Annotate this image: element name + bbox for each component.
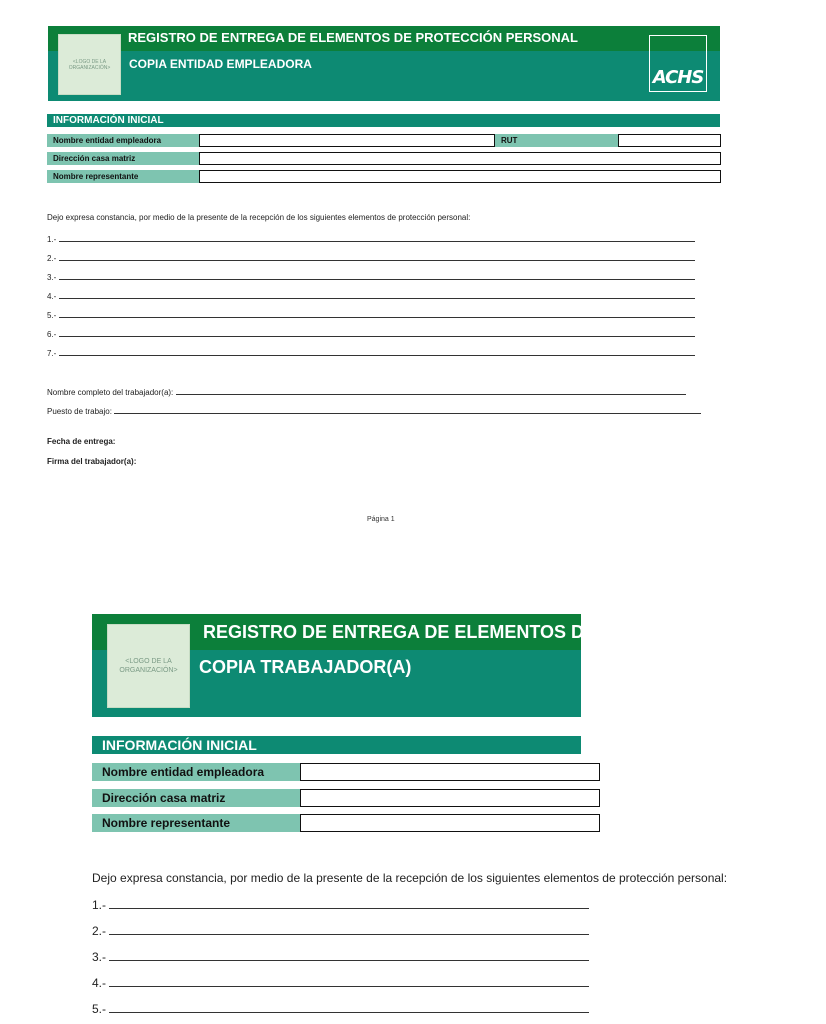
item-blank[interactable] <box>59 310 695 318</box>
entidad-field[interactable] <box>199 134 495 147</box>
item-number: 1.- <box>92 898 107 912</box>
item-blank[interactable] <box>59 234 695 242</box>
achs-logo <box>649 35 707 92</box>
item-number: 4.- <box>92 976 107 990</box>
job-line <box>47 406 701 416</box>
rut-field[interactable] <box>618 134 721 147</box>
item-blank[interactable] <box>109 976 589 987</box>
item-blank[interactable] <box>109 950 589 961</box>
item-number: 2.- <box>92 924 107 938</box>
statement-text: Dejo expresa constancia, por medio de la presente de la recepción de los siguientes elementos de protección personal: <box>92 871 728 885</box>
item-blank[interactable] <box>109 898 589 909</box>
item-line <box>92 898 589 912</box>
direccion-field[interactable] <box>300 789 600 807</box>
item-blank[interactable] <box>59 253 695 261</box>
achs-logo-text: ACHS <box>652 67 704 88</box>
form-title: REGISTRO DE ENTREGA DE ELEMENTOS DE PROTECCIÓN PERSONAL <box>128 30 578 45</box>
item-line <box>47 253 695 263</box>
entidad-field[interactable] <box>300 763 600 781</box>
item-number: 5.- <box>47 311 57 320</box>
form-subtitle: COPIA ENTIDAD EMPLEADORA <box>129 57 312 71</box>
label-entidad: Nombre entidad empleadora <box>92 763 300 781</box>
form-title: REGISTRO DE ENTREGA DE ELEMENTOS DE PROTECCIÓN PERSONAL <box>203 622 826 642</box>
section-title: INFORMACIÓN INICIAL <box>47 114 720 127</box>
item-number: 3.- <box>92 950 107 964</box>
item-line <box>47 329 695 339</box>
item-blank[interactable] <box>109 1002 589 1013</box>
label-rut: RUT <box>495 134 618 147</box>
label-direccion: Dirección casa matriz <box>92 789 300 807</box>
item-blank[interactable] <box>59 291 695 299</box>
section-title: INFORMACIÓN INICIAL <box>92 736 581 754</box>
page2-crop <box>92 612 826 1024</box>
page-number: Página 1 <box>367 516 395 523</box>
job-label: Puesto de trabajo: <box>47 407 112 416</box>
representante-field[interactable] <box>199 170 721 183</box>
item-number: 7.- <box>47 349 57 358</box>
item-line <box>47 310 695 320</box>
worker-name-blank[interactable] <box>176 387 686 395</box>
item-line <box>47 348 695 358</box>
item-line <box>92 976 589 990</box>
item-line <box>47 272 695 282</box>
item-line <box>92 924 589 938</box>
label-direccion: Dirección casa matriz <box>47 152 199 165</box>
item-line <box>47 234 695 244</box>
item-number: 4.- <box>47 292 57 301</box>
label-entidad: Nombre entidad empleadora <box>47 134 199 147</box>
item-line <box>92 1002 589 1016</box>
representante-field[interactable] <box>300 814 600 832</box>
item-number: 3.- <box>47 273 57 282</box>
item-number: 1.- <box>47 235 57 244</box>
form-subtitle: COPIA TRABAJADOR(A) <box>199 657 412 677</box>
item-blank[interactable] <box>109 924 589 935</box>
label-representante: Nombre representante <box>47 170 199 183</box>
job-blank[interactable] <box>114 406 701 414</box>
statement-text: Dejo expresa constancia, por medio de la presente de la recepción de los siguientes elementos de protección personal: <box>47 213 471 222</box>
worker-name-line <box>47 387 686 397</box>
label-representante: Nombre representante <box>92 814 300 832</box>
item-blank[interactable] <box>59 272 695 280</box>
worker-name-label: Nombre completo del trabajador(a): <box>47 388 174 397</box>
item-line <box>47 291 695 301</box>
item-number: 2.- <box>47 254 57 263</box>
item-blank[interactable] <box>59 329 695 337</box>
organization-logo-placeholder: <LOGO DE LA ORGANIZACIÓN> <box>107 624 190 708</box>
date-label: Fecha de entrega: <box>47 437 116 446</box>
item-number: 6.- <box>47 330 57 339</box>
organization-logo-placeholder: <LOGO DE LA ORGANIZACIÓN> <box>58 34 121 95</box>
item-number: 5.- <box>92 1002 107 1016</box>
signature-label: Firma del trabajador(a): <box>47 457 137 466</box>
item-blank[interactable] <box>59 348 695 356</box>
direccion-field[interactable] <box>199 152 721 165</box>
item-line <box>92 950 589 964</box>
